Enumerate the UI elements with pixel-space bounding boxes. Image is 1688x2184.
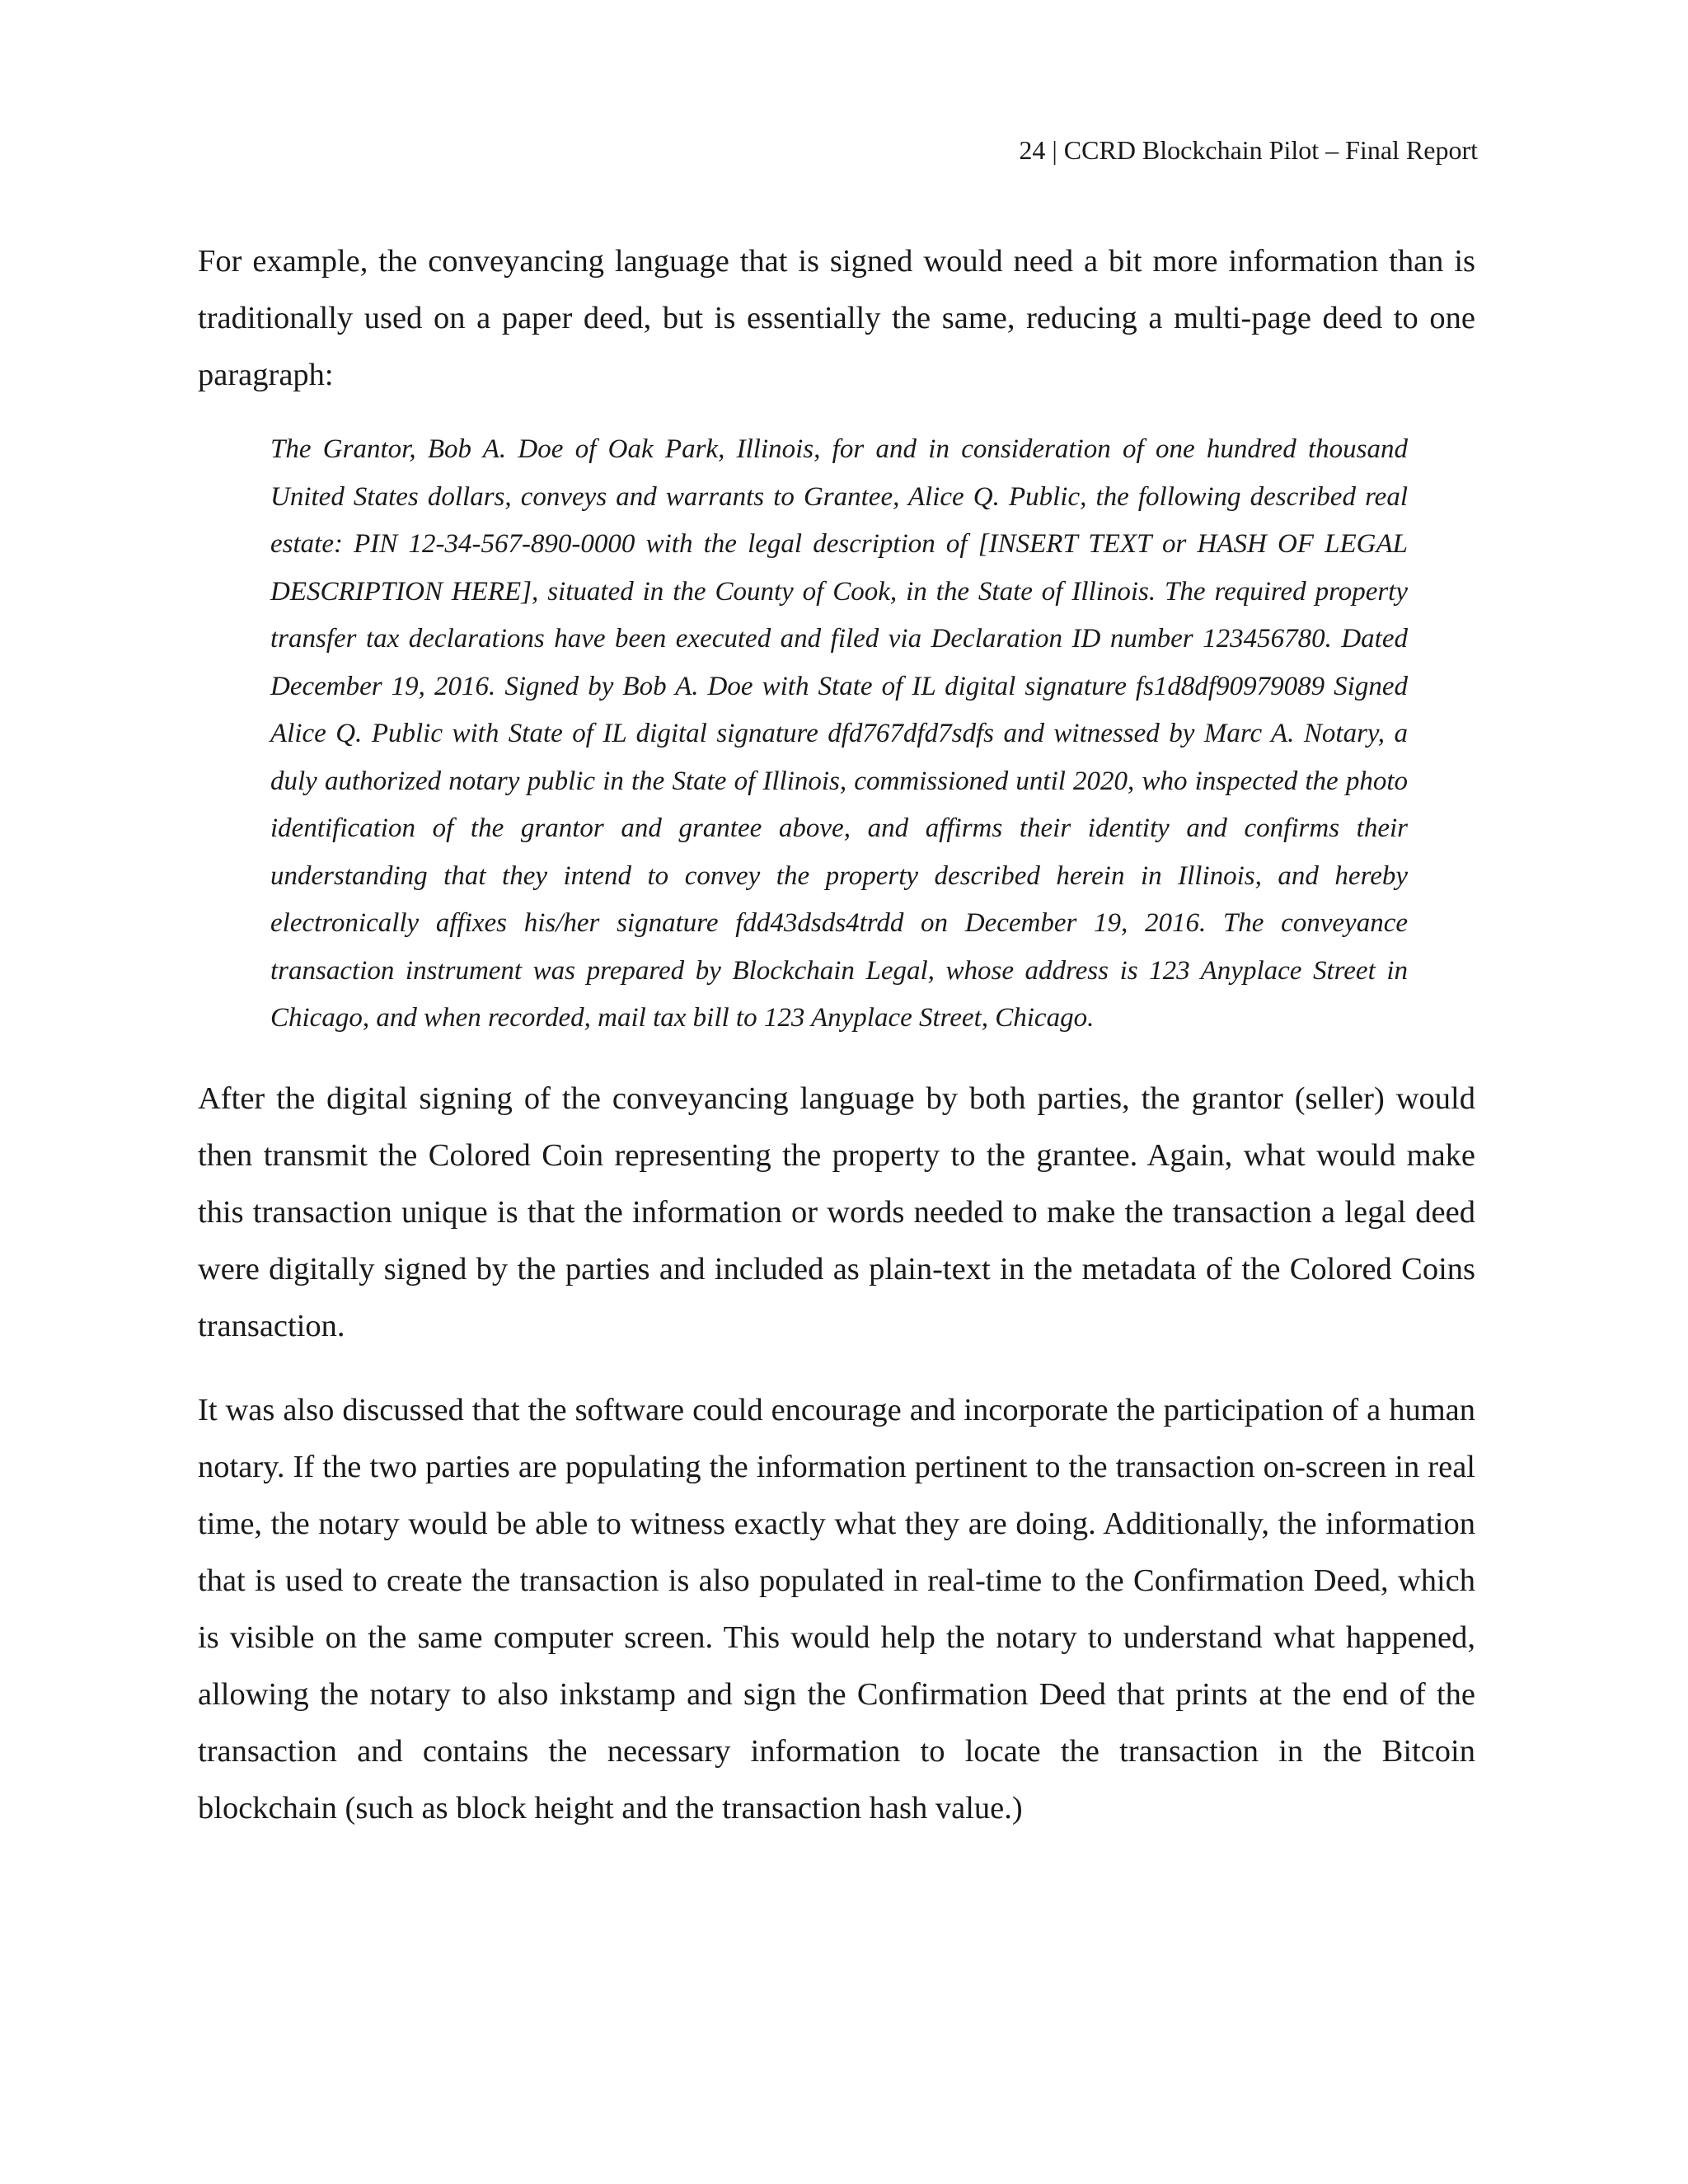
body-paragraph-intro: For example, the conveyancing language that is signed would need a bit more information than is traditionally used on a paper deed, but is essentially the same, reducing a multi-page deed to one paragraph: bbox=[198, 244, 1475, 392]
body-paragraph-human-notary: It was also discussed that the software could encourage and incorporate the participation of a human notary. If the two parties are populating the information pertinent to the transaction on-screen in real time, the notary would be able to witness exactly what they are doing. Additionally, the information that is used to create the transaction is also populated in real-time to the Confirmation Deed, which is visible on the same computer screen. This would help the notary to understand what happened, allowing the notary to also inkstamp and sign the Confirmation Deed that prints at the end of the transaction and contains the necessary information to locate the transaction in the Bitcoin blockchain (such as block height and the transaction hash value.) bbox=[198, 1393, 1475, 1825]
deed-conveyance-quote: The Grantor, Bob A. Doe of Oak Park, Illinois, for and in consideration of one hundred thousand United States dollars, conveys and warrants to Grantee, Alice Q. Public, the following described real estate: PIN 12-34-567-890-0000 with the legal description of [INSERT TEXT or HASH OF LEGAL DESCRIPTION HERE], situated in the County of Cook, in the State of Illinois. The required property transfer tax declarations have been executed and filed via Declaration ID number 123456780. Dated December 19, 2016. Signed by Bob A. Doe with State of IL digital signature fs1d8df90979089 Signed Alice Q. Public with State of IL digital signature dfd767dfd7sdfs and witnessed by Marc A. Notary, a duly authorized notary public in the State of Illinois, commissioned until 2020, who inspected the photo identification of the grantor and grantee above, and affirms their identity and confirms their understanding that they intend to convey the property described herein in Illinois, and hereby electronically affixes his/her signature fdd43dsds4trdd on December 19, 2016. The conveyance transaction instrument was prepared by Blockchain Legal, whose address is 123 Anyplace Street in Chicago, and when recorded, mail tax bill to 123 Anyplace Street, Chicago. bbox=[270, 434, 1408, 1033]
body-paragraph-digital-signing: After the digital signing of the conveyancing language by both parties, the grantor (seller) would then transmit the Colored Coin representing the property to the grantee. Again, what would make this transaction unique is that the information or words needed to make the transaction a legal deed were digitally signed by the parties and included as plain-text in the metadata of the Colored Coins transaction. bbox=[198, 1081, 1475, 1343]
running-header: 24 | CCRD Blockchain Pilot – Final Report bbox=[1019, 135, 1478, 165]
